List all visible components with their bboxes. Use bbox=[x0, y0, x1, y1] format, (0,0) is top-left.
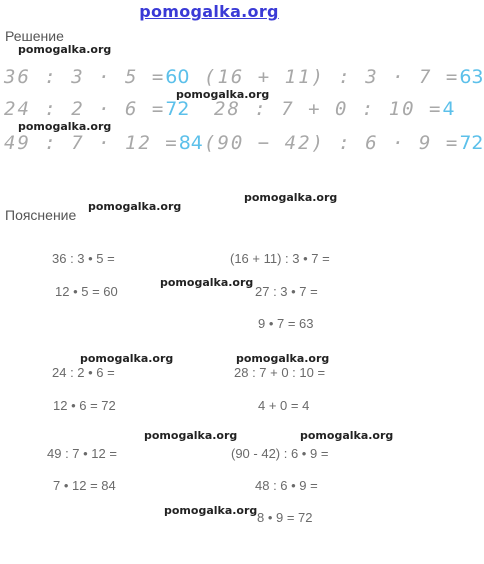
explanation-step: 24 : 2 • 6 = bbox=[52, 365, 115, 380]
solution-expr-5: 49 : 7 · 12 =84 bbox=[4, 132, 203, 154]
explanation-step: 8 • 9 = 72 bbox=[257, 510, 313, 525]
explanation-step: 12 • 6 = 72 bbox=[53, 398, 116, 413]
solution-answer-4: 4 bbox=[442, 98, 455, 120]
watermark: pomogalka.org bbox=[300, 429, 394, 442]
explanation-step: 7 • 12 = 84 bbox=[53, 478, 116, 493]
explanation-step: 48 : 6 • 9 = bbox=[255, 478, 318, 493]
explanation-step: 9 • 7 = 63 bbox=[258, 316, 314, 331]
solution-expr-4: 28 : 7 + 0 : 10 =4 bbox=[214, 98, 455, 120]
explanation-step: 36 : 3 • 5 = bbox=[52, 251, 115, 266]
site-title[interactable]: pomogalka.org bbox=[139, 2, 279, 21]
watermark: pomogalka.org bbox=[88, 200, 182, 213]
watermark: pomogalka.org bbox=[164, 504, 258, 517]
explanation-step: 28 : 7 + 0 : 10 = bbox=[234, 365, 326, 380]
explanation-step: (16 + 11) : 3 • 7 = bbox=[230, 251, 330, 266]
watermark: pomogalka.org bbox=[244, 191, 338, 204]
explanation-step: 27 : 3 • 7 = bbox=[255, 284, 318, 299]
solution-answer-5: 84 bbox=[178, 132, 203, 154]
explanation-step: 12 • 5 = 60 bbox=[55, 284, 118, 299]
watermark: pomogalka.org bbox=[80, 352, 174, 365]
watermark: pomogalka.org bbox=[160, 276, 254, 289]
explanation-step: (90 - 42) : 6 • 9 = bbox=[231, 446, 329, 461]
watermark: pomogalka.org bbox=[18, 43, 112, 56]
watermark: pomogalka.org bbox=[236, 352, 330, 365]
solution-expr-3: 24 : 2 · 6 =72 bbox=[4, 98, 190, 120]
watermark: pomogalka.org bbox=[176, 88, 270, 101]
explanation-step: 4 + 0 = 4 bbox=[258, 398, 310, 413]
solution-expr-2: (16 + 11) : 3 · 7 =63 bbox=[204, 66, 484, 88]
solution-expr-1: 36 : 3 · 5 =60 bbox=[4, 66, 190, 88]
solution-expr-6: (90 − 42) : 6 · 9 =72 bbox=[204, 132, 484, 154]
watermark: pomogalka.org bbox=[144, 429, 238, 442]
solution-answer-2: 63 bbox=[459, 66, 484, 88]
watermark: pomogalka.org bbox=[18, 120, 112, 133]
solution-answer-3: 72 bbox=[165, 98, 190, 120]
explanation-heading: Пояснение bbox=[5, 207, 77, 223]
solution-heading: Решение bbox=[5, 28, 64, 44]
solution-answer-1: 60 bbox=[165, 66, 190, 88]
explanation-step: 49 : 7 • 12 = bbox=[47, 446, 117, 461]
solution-answer-6: 72 bbox=[459, 132, 484, 154]
